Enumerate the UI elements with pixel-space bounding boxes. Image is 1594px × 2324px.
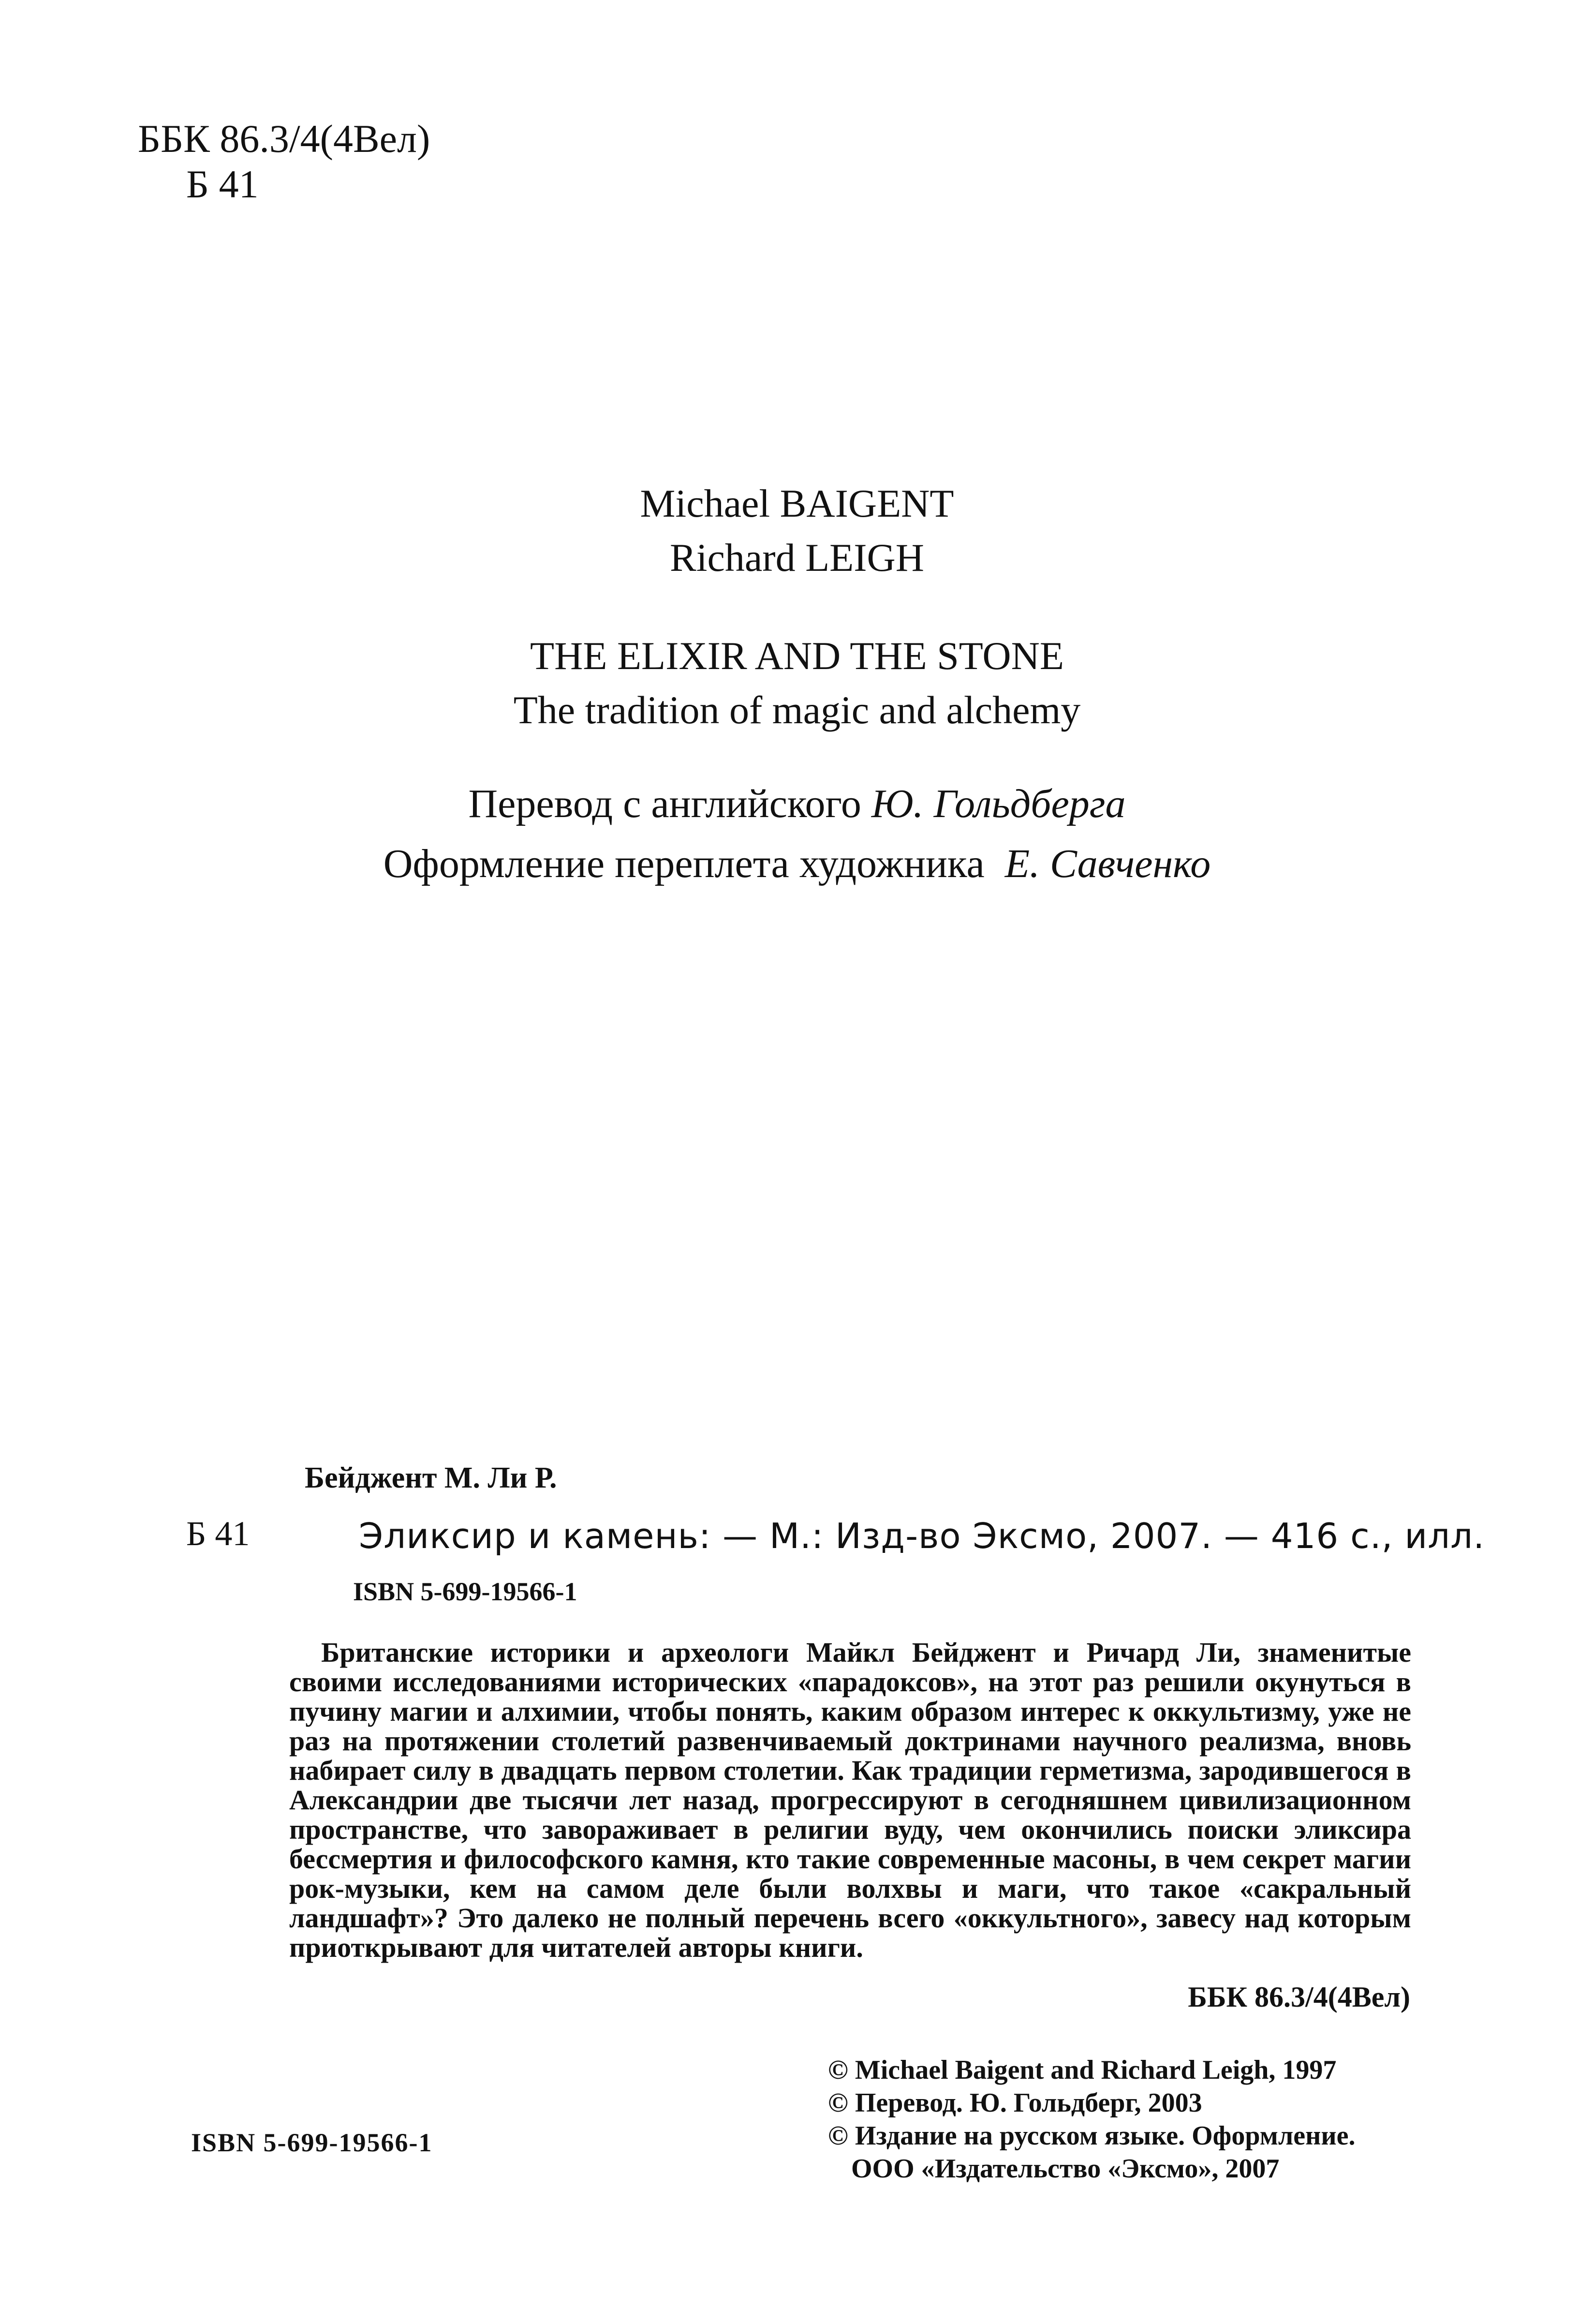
author-1: Michael BAIGENT [640, 481, 954, 525]
original-title-block [0, 629, 1594, 737]
catalog-entry: Эликсир и камень: — М.: Изд-во Эксмо, 2007. — 416 с., илл. [359, 1516, 1485, 1556]
catalog-author-line: Бейджент М. Ли Р. [305, 1461, 557, 1494]
copyright-line-edition: © Издание на русском языке. Оформление. [828, 2121, 1356, 2151]
original-subtitle: The tradition of magic and alchemy [513, 688, 1081, 732]
copyright-line-original: © Michael Baigent and Richard Leigh, 1997 [828, 2055, 1337, 2085]
author-2: Richard LEIGH [670, 536, 924, 580]
original-title: THE ELIXIR AND THE STONE [530, 634, 1064, 678]
catalog-isbn: ISBN 5-699-19566-1 [353, 1577, 577, 1606]
bbk-code: ББК 86.3/4(4Вел) [138, 117, 430, 161]
annotation-paragraph: Британские историки и археологи Майкл Бейджент и Ричард Ли, знаменитые своими исследованиями исторических «парадоксов», на этот раз решили окунуться в пучину магии и алхимии, чтобы понять, каким образом интерес к оккультизму, уже не раз на протяжении столетий развенчиваемый доктринами научного реализма, вновь набирает силу в двадцать первом столетии. Как традиции герметизма, зародившегося в Александрии две тысячи лет назад, прогрессируют в сегодняшнем цивилизационном пространстве, что завораживает в религии вуду, чем окончились поиски эликсира бессмертия и философского камня, кто такие современные масоны, в чем секрет магии рок-музыки, кем на самом деле были волхвы и маги, что такое «сакральный ландшафт»? Это далеко не полный перечень всего «оккультного», завесу над которым приоткрывают для читателей авторы книги. [289, 1637, 1411, 1963]
translation-label: Перевод с английского [468, 781, 861, 826]
classification-block [138, 116, 430, 207]
author-index: Б 41 [186, 162, 259, 206]
copyright-block [828, 2054, 1356, 2185]
design-credit [0, 834, 1594, 894]
copyright-line-publisher: ООО «Издательство «Эксмо», 2007 [851, 2154, 1280, 2184]
isbn-bottom: ISBN 5-699-19566-1 [191, 2128, 433, 2157]
translation-credit [0, 774, 1594, 834]
translator-name: Ю. Гольдберга [871, 781, 1126, 826]
copyright-line-translation: © Перевод. Ю. Гольдберг, 2003 [828, 2088, 1202, 2118]
catalog-bbk: ББК 86.3/4(4Вел) [1188, 1981, 1410, 2013]
design-label: Оформление переплета художника [383, 841, 985, 886]
credits-block [0, 774, 1594, 894]
designer-name: Е. Савченко [1004, 841, 1211, 886]
authors-block [0, 477, 1594, 585]
catalog-index: Б 41 [186, 1514, 250, 1553]
